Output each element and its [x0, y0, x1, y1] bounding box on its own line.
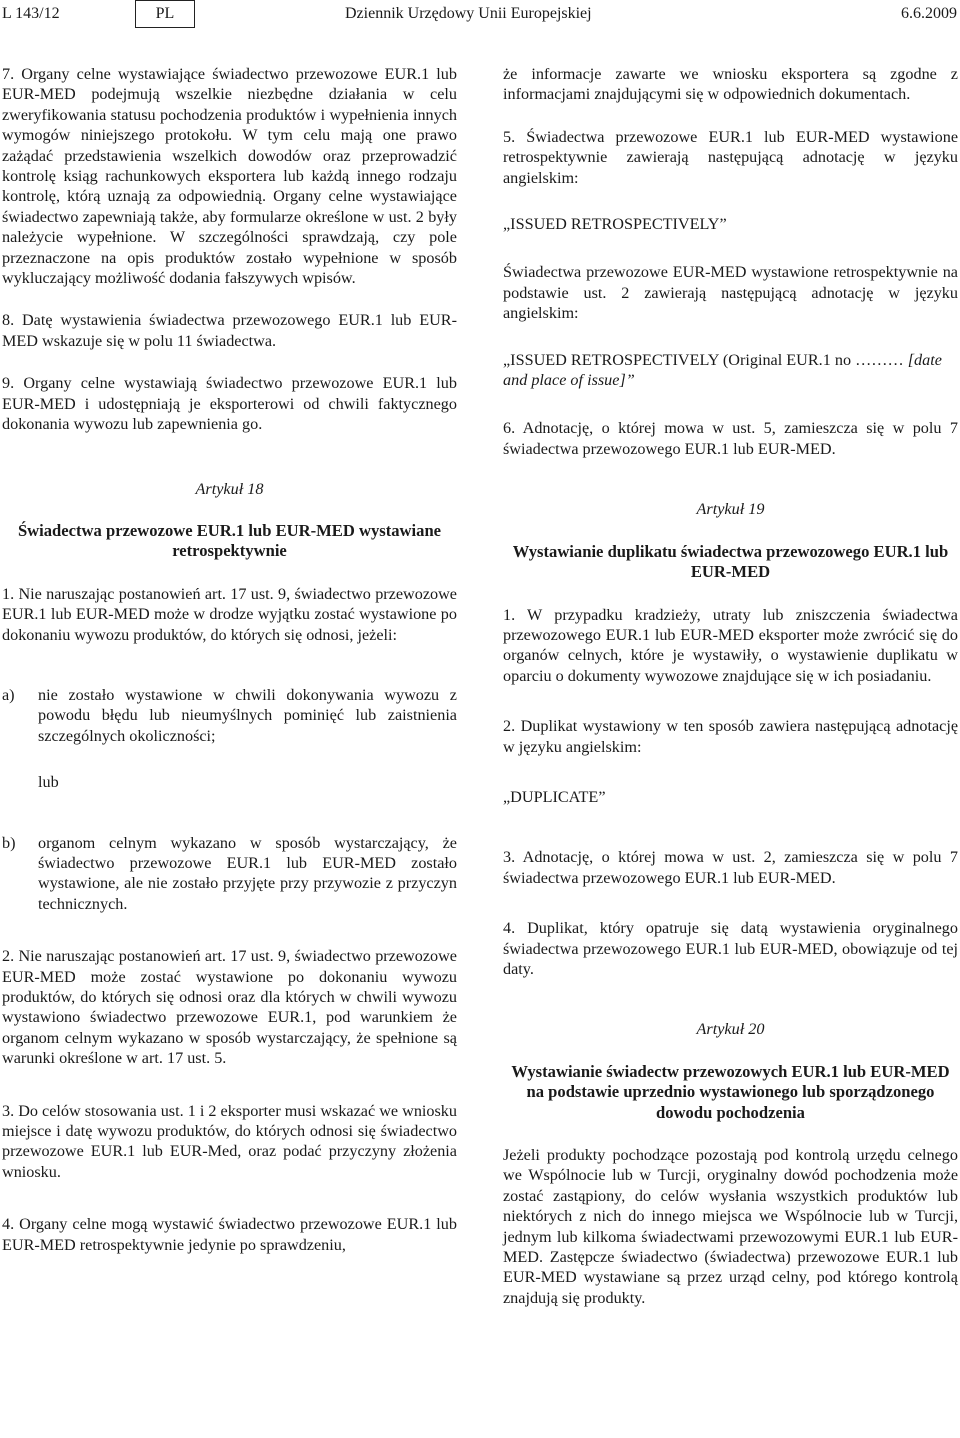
article-20-title: Wystawianie świadectw przewozowych EUR.1 lub EUR-MED na podstawie uprzednio wystawionego lub sporządzonego dowodu pochodzenia	[511, 1061, 950, 1122]
paragraph-18-4: 4. Organy celne mogą wystawić świadectwo przewozowe EUR.1 lub EUR-MED retrospektywnie jedynie po sprawdzeniu,	[2, 1215, 457, 1254]
list-item-a	[2, 685, 457, 746]
paragraph-18-1: 1. Nie naruszając postanowień art. 17 ust. 9, świadectwo przewozowe EUR.1 lub EUR-MED może w drodze wyjątku zostać wystawione po dokonaniu wywozu produktów, do których się odnosi, jeżeli:	[2, 584, 457, 644]
list-label-b: b)	[2, 833, 16, 852]
paragraph-18-4-continued: że informacje zawarte we wniosku eksportera są zgodne z informacjami znajdującymi się w odpowiednich dokumentach.	[503, 65, 958, 104]
right-column	[503, 64, 958, 1330]
annotation-issued-retrospectively: „ISSUED RETROSPECTIVELY”	[503, 215, 727, 234]
paragraph-17-7: 7. Organy celne wystawiające świadectwo przewozowe EUR.1 lub EUR-MED podejmują wszelkie niezbędne działania w celu zweryfikowania statusu pochodzenia produktów i wypełnienia innych wymogów niniejszego protokołu. W tym celu mają one prawo zażądać przedstawienia wszelkich dowodów oraz przeprowadzić kontrolę ksiąg rachunkowych eksportera lub każdą innego rodzaju kontrolę, którą uznają za odpowiednią. Organy celne wystawiające świadectwo zapewniają także, aby formularze określone w ust. 2 były należycie wypełnione. W szczególności sprawdzają, czy pole przeznaczone na opis produktów zostało wypełnione w sposób wykluczający możliwość dodania fałszywych wpisów.	[2, 65, 457, 288]
paragraph-19-3: 3. Adnotację, o której mowa w ust. 2, zamieszcza się w polu 7 świadectwa przewozowego EUR.1 lub EUR-MED.	[503, 848, 958, 887]
paragraph-18-3: 3. Do celów stosowania ust. 1 i 2 eksporter musi wskazać we wniosku miejsce i datę wywozu produktów, do których odnosi się świadectwo przewozowe EUR.1 lub EUR-Med, oraz podać przyczyny złożenia wniosku.	[2, 1101, 457, 1181]
paragraph-17-9: 9. Organy celne wystawiają świadectwo przewozowe EUR.1 lub EUR-MED i udostępniają je eksporterowi od chwili faktycznego dokonania wywozu lub zapewnienia go.	[2, 374, 457, 434]
paragraph-20: Jeżeli produkty pochodzące pozostają pod kontrolą urzędu celnego we Wspólnocie lub w Turcji, oryginalny dowód pochodzenia może zostać zastąpiony, do celów wysłania wszystkich produktów lub niektórych z nich do innego miejsca we Wspólnocie lub w Turcji, jednym lub kilkoma świadectwami przewozowymi EUR.1 lub EUR-MED. Zastępcze świadectwo (świadectwa) przewozowe EUR.1 lub EUR-MED wystawiane są przez urząd celny, pod którego kontrolą znajdują się produkty.	[503, 1146, 958, 1307]
annotation-duplicate: „DUPLICATE”	[503, 787, 606, 806]
article-19-number: Artykuł 19	[696, 500, 765, 519]
paragraph-18-2: 2. Nie naruszając postanowień art. 17 ust. 9, świadectwo przewozowe EUR-MED może zostać wystawione po dokonaniu wywozu produktów, do których się odnosi oraz dla których w chwili wywozu wystawiono świadectwo przewozowe EUR.1, pod warunkiem że organom celnym wykazano w sposób wystarczający, że spełnione są warunki określone w art. 17 ust. 5.	[2, 947, 457, 1068]
paragraph-18-6: 6. Adnotację, o której mowa w ust. 5, zamieszcza się w polu 7 świadectwa przewozowego EUR.1 lub EUR-MED.	[503, 419, 958, 458]
paragraph-18-5b: Świadectwa przewozowe EUR-MED wystawione retrospektywnie na podstawie ust. 2 zawierają następującą adnotację w języku angielskim:	[503, 263, 958, 323]
paragraph-17-8: 8. Datę wystawienia świadectwa przewozowego EUR.1 lub EUR-MED wskazuje się w polu 11 świadectwa.	[2, 311, 457, 350]
page-header	[0, 0, 960, 30]
annotation-issued-retrospectively-original	[503, 350, 958, 391]
list-item-b	[2, 833, 457, 915]
publication-date: 6.6.2009	[901, 5, 957, 22]
list-text-a: nie zostało wystawione w chwili dokonywania wywozu z powodu błędu lub nieumyślnych pominięć lub zaistnienia szczególnych okoliczności;	[38, 685, 457, 745]
left-column	[2, 64, 457, 1277]
journal-title: Dziennik Urzędowy Unii Europejskiej	[345, 5, 592, 22]
article-19-title: Wystawianie duplikatu świadectwa przewozowego EUR.1 lub EUR-MED	[512, 541, 949, 582]
article-18-title: Świadectwa przewozowe EUR.1 lub EUR-MED wystawiane retrospektywnie	[17, 520, 442, 561]
annotation-main-text: „ISSUED RETROSPECTIVELY (Original EUR.1 no ………	[503, 350, 904, 369]
paragraph-19-2: 2. Duplikat wystawiony w ten sposób zawiera następującą adnotację w języku angielskim:	[503, 717, 958, 756]
article-18-number: Artykuł 18	[195, 479, 264, 498]
paragraph-19-4: 4. Duplikat, który opatruje się datą wystawienia oryginalnego świadectwa przewozowego EUR.1 lub EUR-MED, obowiązuje od tej daty.	[503, 919, 958, 978]
list-label-a: a)	[2, 685, 15, 704]
connector-lub: lub	[38, 773, 59, 792]
paragraph-19-1: 1. W przypadku kradzieży, utraty lub zniszczenia świadectwa przewozowego EUR.1 lub EUR-MED eksporter może zwrócić się do organów celnych, które je wystawiły, o wystawienie duplikatu w oparciu o dokumenty wywozowe znajdujące się w ich posiadaniu.	[503, 605, 958, 685]
paragraph-18-5: 5. Świadectwa przewozowe EUR.1 lub EUR-MED wystawione retrospektywnie zawierają następującą adnotację w języku angielskim:	[503, 127, 958, 187]
article-20-number: Artykuł 20	[696, 1020, 765, 1039]
language-box: PL	[135, 0, 195, 28]
annotation-italic-text: [date and place of issue]”	[503, 350, 942, 390]
list-text-b: organom celnym wykazano w sposób wystarczający, że świadectwo przewozowe EUR.1 lub EUR-MED zostało wystawione, ale nie zostało przyjęte przy przywozie z przyczyn technicznych.	[38, 833, 457, 913]
journal-reference: L 143/12	[2, 5, 60, 22]
